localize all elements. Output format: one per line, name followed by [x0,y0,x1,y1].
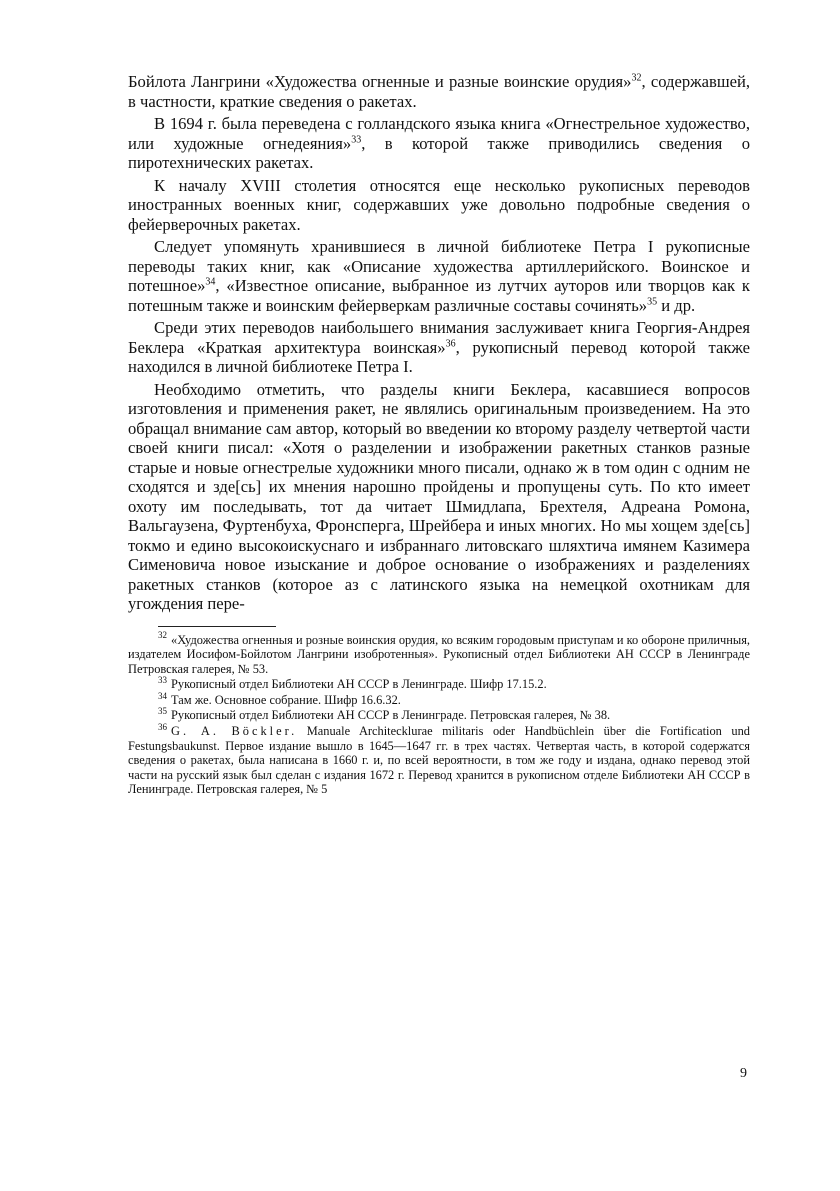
footnote-author: G. A. Böckler. [171,724,298,739]
text-run: , рукописный перевод которой также находился в личной библиотеке Петра I. [128,337,750,376]
footnote-number: 35 [158,706,167,717]
footnote-33 [128,677,750,692]
text-run: Среди этих переводов наибольшего внимания заслуживает книга Георгия-Андрея Беклера «Краткая архитектура воинская» [128,318,750,357]
paragraph-5 [128,318,750,377]
footnote-34 [128,690,750,708]
footnote-text: Рукописный отдел Библиотеки АН СССР в Ленинграде. Шифр 17.15.2. [171,677,547,692]
text-run: В 1694 г. была переведена с голландского языка книга «Огнестрельное художество, или художные огнедеяния» [128,114,750,153]
footnote-number: 33 [158,675,167,686]
text-run: , содержавшей, в частности, краткие сведения о ракетах. [128,72,750,111]
footnote-ref-33[interactable]: 33 [351,133,362,145]
footnote-32 [128,630,750,677]
text-run: , в которой также приводились сведения о пиротехнических ракетах. [128,133,750,172]
footnote-ref-36[interactable]: 36 [445,337,456,349]
main-text [128,72,750,614]
footnote-ref-34[interactable]: 34 [205,276,216,288]
text-run: и др. [657,295,696,315]
paragraph-4 [128,237,750,315]
text-run: , «Известное описание, выбранное из лутчих ауторов или творцов как к потешным также и воинским фейерверкам различные составы сочинять» [128,276,750,315]
paragraph-6: Необходимо отметить, что разделы книги Беклера, касавшиеся вопросов изготовления и применения ракет, не являлись оригинальным произведением. На это обращал внимание сам автор, который во введении ко второму разделу четвертой части своей книги писал: «Хотя о разделении и изображении ракетных станков разные старые и новые огнестрелые художники много писали, однако ж в том один с одним не сходятся и зде[сь] их мнения нарошно пройдены и пропущены суть. По кто имеет охоту им последывать, тот да читает Шмидлапа, Брехтеля, Адреана Ромона, Вальгаузена, Фуртенбуха, Фронсперга, Шрейбера и иных многих. Но мы хощем зде[сь] токмо и едино высокоискуснаго и избраннаго литовскаго шляхтича имянем Казимера Сименовича новое изыскание и доброе основание о изображениях и разделениях ракетных станков (которое аз с латинского языка на немецкой охотникам для угождения пере- [128,379,750,613]
footnote-ref-32[interactable]: 32 [631,72,642,84]
text-run: Бойлота Лангрини «Художества огненные и разные воинские орудия» [128,72,632,91]
footnote-number: 32 [158,630,167,641]
paragraph-3: К началу XVIII столетия относятся еще несколько рукописных переводов иностранных военных книг, содержавших уже довольно подробные сведения о фейерверочных ракетах. [128,175,750,234]
footnote-text: Там же. Основное собрание. Шифр 16.6.32. [171,692,401,707]
footnote-ref-35[interactable]: 35 [647,295,658,307]
footnote-number: 34 [158,690,167,701]
footnote-35 [128,708,750,723]
footnote-number: 36 [158,721,167,732]
footnote-text: Рукописный отдел Библиотеки АН СССР в Ленинграде. Петровская галерея, № 38. [171,708,611,723]
text-run: Следует упомянуть хранившиеся в личной библиотеке Петра I рукописные переводы таких книг, как «Описание художества артиллерийского. Воинское и потешное» [128,237,750,295]
footnote-text: «Художества огненныя и розные воинския орудия, ко всяким городовым приступам и ко обороне приличныя, издателем Иосифом-Бойлотом Лангрини изобротенныя». Рукописный отдел Библиотеки АН СССР в Ленинграде Петровская галерея, № 53. [128,632,750,676]
footnote-text: Manuale Architecklurae militaris oder Handbüchlein über die Fortification und Festungsbaukunst. Первое издание вышло в 1645—1647 гг. в трех частях. Четвертая часть, в которой содержатся сведения о ракетах, была написана в 1660 г. и, по всей вероятности, в том же году и издана, однако перевод этой части на русский язык был сделан с издания 1672 г. Перевод хранится в рукописном отделе Библиотеки АН СССР в Ленинграде. Петровская галерея, № 5 [128,724,750,797]
footnotes [128,630,750,798]
paragraph-1 [128,72,750,111]
footnote-36 [128,721,750,797]
page-number: 9 [740,1066,747,1081]
paragraph-2 [128,114,750,173]
page [128,72,750,797]
footnote-divider [158,626,276,627]
